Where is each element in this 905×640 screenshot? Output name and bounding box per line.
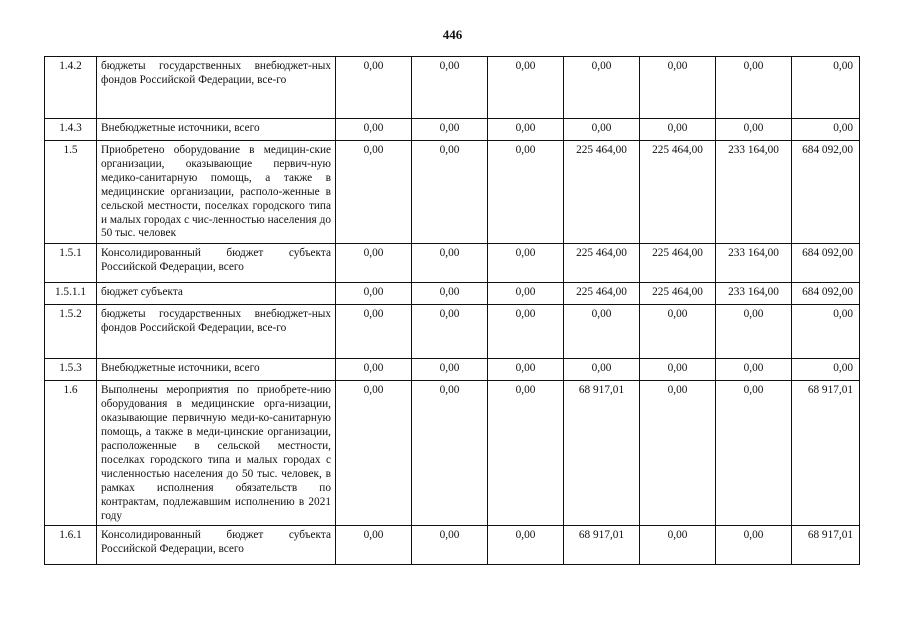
row-code: 1.6.1	[45, 526, 97, 565]
value-cell: 0,00	[336, 305, 412, 359]
value-cell: 0,00	[792, 119, 860, 141]
value-cell: 0,00	[488, 381, 564, 526]
value-cell: 684 092,00	[792, 141, 860, 244]
value-cell: 68 917,01	[792, 526, 860, 565]
value-cell: 233 164,00	[716, 244, 792, 283]
value-cell: 68 917,01	[564, 526, 640, 565]
value-cell: 68 917,01	[792, 381, 860, 526]
value-cell: 233 164,00	[716, 141, 792, 244]
value-cell: 0,00	[716, 119, 792, 141]
value-cell: 225 464,00	[640, 141, 716, 244]
value-cell: 0,00	[412, 244, 488, 283]
value-cell: 233 164,00	[716, 283, 792, 305]
value-cell: 0,00	[412, 57, 488, 119]
table-row	[45, 57, 860, 119]
value-cell: 0,00	[412, 305, 488, 359]
value-cell: 0,00	[716, 381, 792, 526]
table-row	[45, 305, 860, 359]
value-cell: 0,00	[792, 57, 860, 119]
row-description: бюджеты государственных внебюджет-ных фондов Российской Федерации, все-го	[97, 305, 336, 359]
value-cell: 225 464,00	[640, 283, 716, 305]
value-cell: 0,00	[488, 359, 564, 381]
value-cell: 0,00	[412, 359, 488, 381]
value-cell: 225 464,00	[564, 141, 640, 244]
row-description: Внебюджетные источники, всего	[97, 359, 336, 381]
table-row	[45, 283, 860, 305]
value-cell: 0,00	[792, 359, 860, 381]
value-cell: 0,00	[640, 119, 716, 141]
value-cell: 0,00	[488, 141, 564, 244]
value-cell: 0,00	[716, 57, 792, 119]
value-cell: 68 917,01	[564, 381, 640, 526]
value-cell: 0,00	[564, 57, 640, 119]
value-cell: 0,00	[336, 526, 412, 565]
value-cell: 0,00	[564, 305, 640, 359]
row-description: Консолидированный бюджет субъекта Российской Федерации, всего	[97, 526, 336, 565]
value-cell: 0,00	[412, 119, 488, 141]
row-description: бюджет субъекта	[97, 283, 336, 305]
value-cell: 0,00	[336, 359, 412, 381]
value-cell: 0,00	[412, 381, 488, 526]
value-cell: 0,00	[716, 526, 792, 565]
table-row	[45, 381, 860, 526]
value-cell: 0,00	[488, 526, 564, 565]
row-code: 1.5	[45, 141, 97, 244]
row-code: 1.4.2	[45, 57, 97, 119]
value-cell: 0,00	[336, 244, 412, 283]
value-cell: 0,00	[336, 381, 412, 526]
value-cell: 0,00	[640, 526, 716, 565]
value-cell: 225 464,00	[564, 244, 640, 283]
table-row	[45, 526, 860, 565]
value-cell: 0,00	[640, 381, 716, 526]
value-cell: 0,00	[716, 359, 792, 381]
value-cell: 0,00	[488, 119, 564, 141]
value-cell: 0,00	[564, 119, 640, 141]
value-cell: 0,00	[488, 283, 564, 305]
value-cell: 0,00	[640, 57, 716, 119]
value-cell: 0,00	[640, 359, 716, 381]
value-cell: 0,00	[336, 283, 412, 305]
table-row	[45, 359, 860, 381]
value-cell: 684 092,00	[792, 283, 860, 305]
row-code: 1.5.1	[45, 244, 97, 283]
row-description: Внебюджетные источники, всего	[97, 119, 336, 141]
value-cell: 0,00	[336, 119, 412, 141]
value-cell: 0,00	[488, 57, 564, 119]
value-cell: 0,00	[488, 244, 564, 283]
row-code: 1.5.1.1	[45, 283, 97, 305]
value-cell: 0,00	[488, 305, 564, 359]
value-cell: 225 464,00	[640, 244, 716, 283]
value-cell: 0,00	[336, 141, 412, 244]
value-cell: 0,00	[412, 526, 488, 565]
table-row	[45, 119, 860, 141]
row-code: 1.4.3	[45, 119, 97, 141]
value-cell: 0,00	[412, 283, 488, 305]
table-body	[45, 57, 860, 565]
value-cell: 684 092,00	[792, 244, 860, 283]
value-cell: 0,00	[336, 57, 412, 119]
row-description: Консолидированный бюджет субъекта Российской Федерации, всего	[97, 244, 336, 283]
value-cell: 0,00	[640, 305, 716, 359]
row-description: Приобретено оборудование в медицин-ские организации, оказывающие первич-ную медико-санитарную помощь, а также в медицинские организации, располо-женные в сельской местности, поселках городского типа и малых городах с чис-ленностью населения до 50 тыс. человек	[97, 141, 336, 244]
budget-table	[44, 56, 860, 565]
table-row	[45, 244, 860, 283]
value-cell: 0,00	[716, 305, 792, 359]
value-cell: 0,00	[792, 305, 860, 359]
row-description: Выполнены мероприятия по приобрете-нию оборудования в медицинские орга-низации, оказывающие первичную меди-ко-санитарную помощь, а также в меди-цинские организации, расположенные в сельской местности, поселках городского типа и малых городах с численностью населения до 50 тыс. человек, в рамках исполнения обязательств по контрактам, подлежавшим исполнению в 2021 году	[97, 381, 336, 526]
row-code: 1.6	[45, 381, 97, 526]
row-description: бюджеты государственных внебюджет-ных фондов Российской Федерации, все-го	[97, 57, 336, 119]
table-row	[45, 141, 860, 244]
value-cell: 0,00	[412, 141, 488, 244]
row-code: 1.5.2	[45, 305, 97, 359]
page-number: 446	[442, 27, 463, 42]
value-cell: 225 464,00	[564, 283, 640, 305]
value-cell: 0,00	[564, 359, 640, 381]
row-code: 1.5.3	[45, 359, 97, 381]
